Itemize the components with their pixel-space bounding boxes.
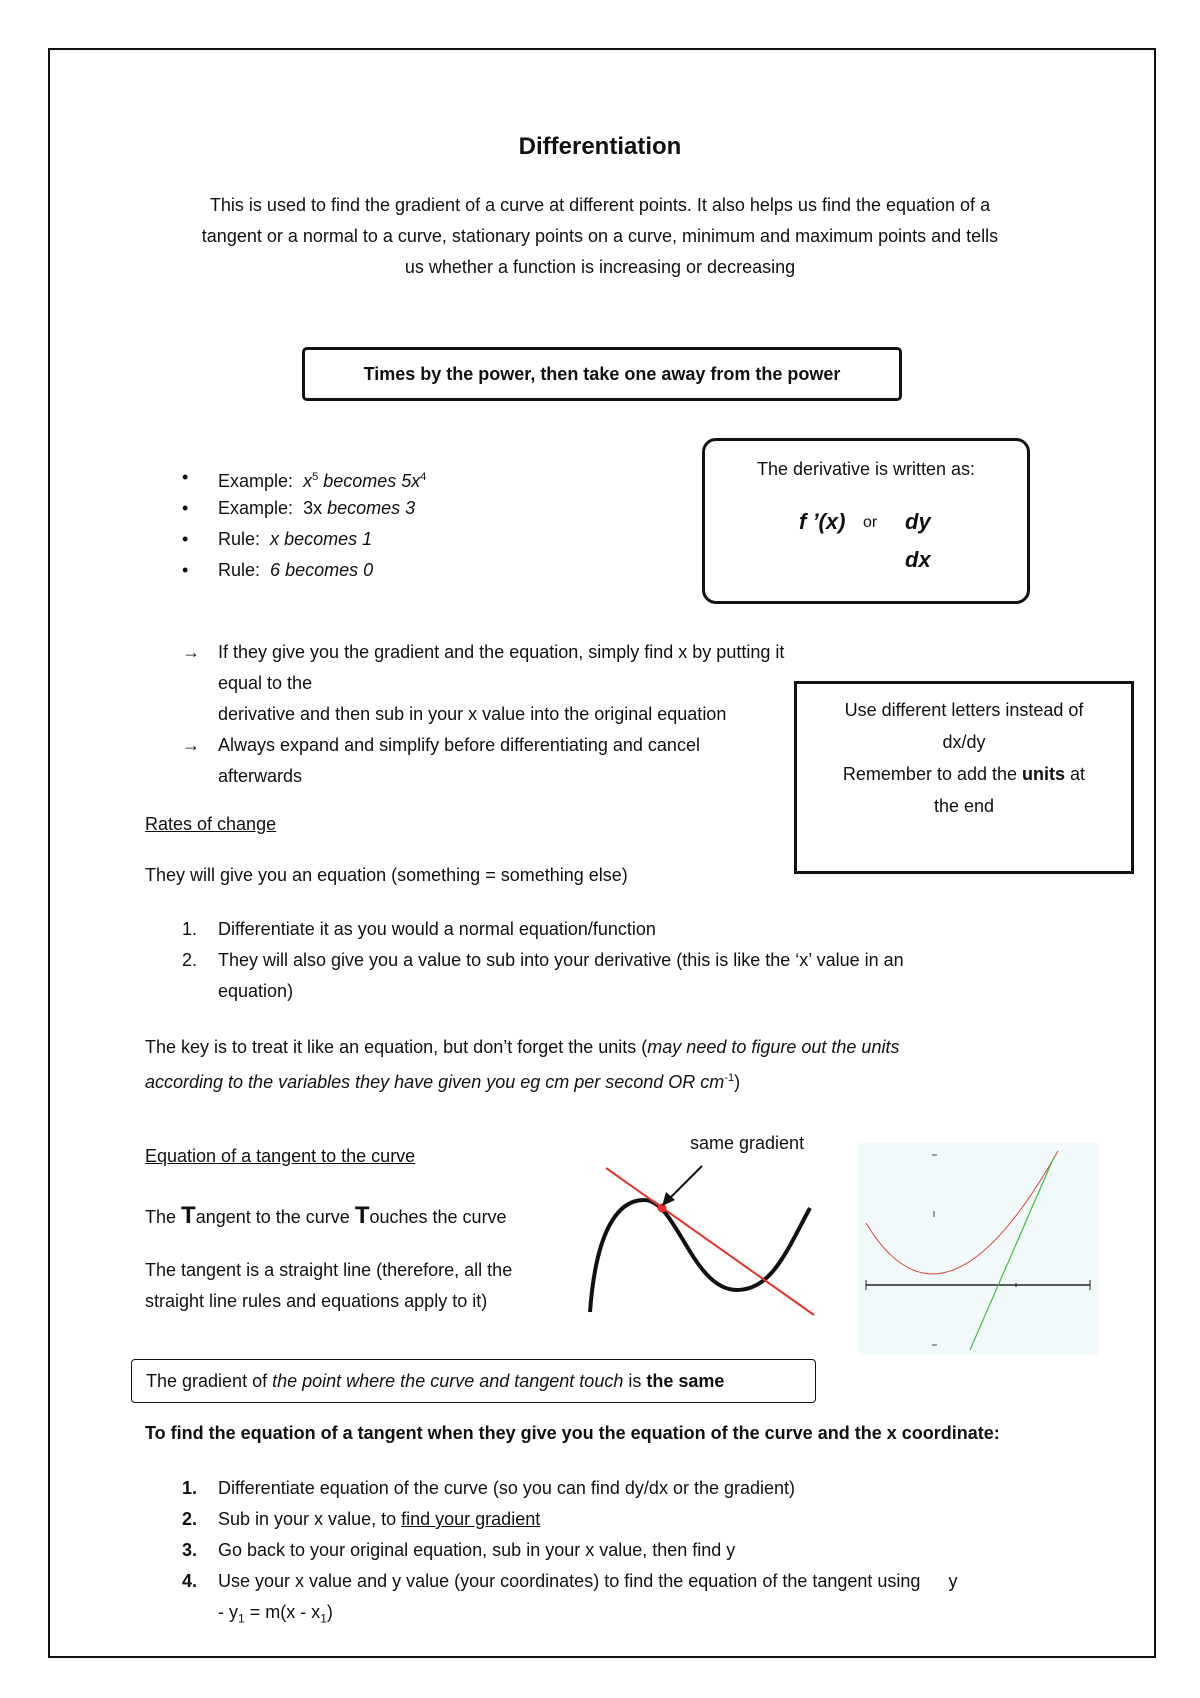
cubic-curve — [590, 1200, 810, 1312]
derivative-notation-box — [702, 438, 1030, 604]
arrow-right-icon: → — [182, 642, 200, 662]
find-tangent-heading: To find the equation of a tangent when they give you the equation of the curve and the x coordinate: — [145, 1423, 1000, 1443]
list-item: 1. Differentiate equation of the curve (so you can find dy/dx or the gradient) — [182, 1478, 796, 1498]
power-rule-box: Times by the power, then take one away from the power — [302, 347, 902, 401]
tangent-touches-text: The Tangent to the curve Touches the curve — [145, 1202, 507, 1229]
rates-intro: They will give you an equation (something = something else) — [145, 865, 628, 885]
tangent-heading: Equation of a tangent to the curve — [145, 1146, 416, 1166]
tangent-line — [606, 1168, 814, 1315]
units-key-paragraph: The key is to treat it like an equation, but don’t forget the units (may need to figure out the units according to the variables they have given you eg cm per second OR $cm^{-1}$) — [145, 1037, 900, 1092]
list-item: • Rule: x becomes 1 — [182, 524, 426, 555]
arrow-notes — [182, 637, 802, 792]
page-title: Differentiation — [518, 133, 682, 160]
intro-line: tangent or a normal to a curve, stationary points on a curve, minimum and maximum points and tells — [201, 226, 999, 246]
letters-units-box: Use different letters instead of dx/dy Remember to add the units at the end — [794, 681, 1134, 874]
derivative-label: The derivative is written as: — [756, 459, 976, 479]
intro-paragraph — [140, 190, 1060, 283]
rates-steps — [182, 914, 1022, 1007]
arrow-right-icon: → — [182, 735, 200, 755]
list-item: • Example: $x^5$ becomes $5x^4$ — [182, 462, 426, 493]
find-tangent-steps — [182, 1473, 1022, 1635]
intro-line: us whether a function is increasing or decreasing — [404, 257, 796, 277]
examples-list — [182, 462, 426, 586]
tangent-point — [658, 1204, 667, 1213]
gradient-same-box: The gradient of the point where the curve and tangent touch is the same — [131, 1359, 816, 1403]
tangent-graph — [582, 1150, 824, 1320]
list-item: → If they give you the gradient and the equation, simply find x by putting it equal to the derivative and then sub in your x value into the original equation — [182, 637, 802, 730]
list-item: → Always expand and simplify before differentiating and cancel afterwards — [182, 730, 802, 792]
list-item: • Rule: 6 becomes 0 — [182, 555, 426, 586]
list-item: 4. Use your x value and y value (your coordinates) to find the equation of the tangent using y - $y_1 = m(x - x_1)$ — [182, 1571, 958, 1626]
rates-heading: Rates of change — [145, 814, 277, 834]
f-prime-notation: f ’(x) — [799, 509, 846, 534]
parabola-tangent-graph — [858, 1143, 1098, 1355]
list-item: 2. Sub in your x value, to find your gradient — [182, 1509, 541, 1529]
dx-notation: dx — [905, 547, 931, 572]
list-item: 2. They will also give you a value to sub into your derivative (this is like the ‘x’ value in an equation) — [182, 950, 904, 1001]
tangent-straight-line-text: The tangent is a straight line (therefore, all the straight line rules and equations apply to it) — [145, 1260, 513, 1311]
or-label: or — [863, 514, 878, 531]
list-item: 3. Go back to your original equation, sub in your x value, then find y — [182, 1540, 736, 1560]
same-gradient-label: same gradient — [690, 1133, 805, 1153]
list-item: • Example: 3x becomes 3 — [182, 493, 426, 524]
pointer-arrow — [668, 1166, 702, 1200]
intro-line: This is used to find the gradient of a curve at different points. It also helps us find the equation of a — [209, 195, 991, 215]
dy-notation: dy — [905, 509, 931, 534]
list-item: 1. Differentiate it as you would a normal equation/function — [182, 919, 656, 939]
